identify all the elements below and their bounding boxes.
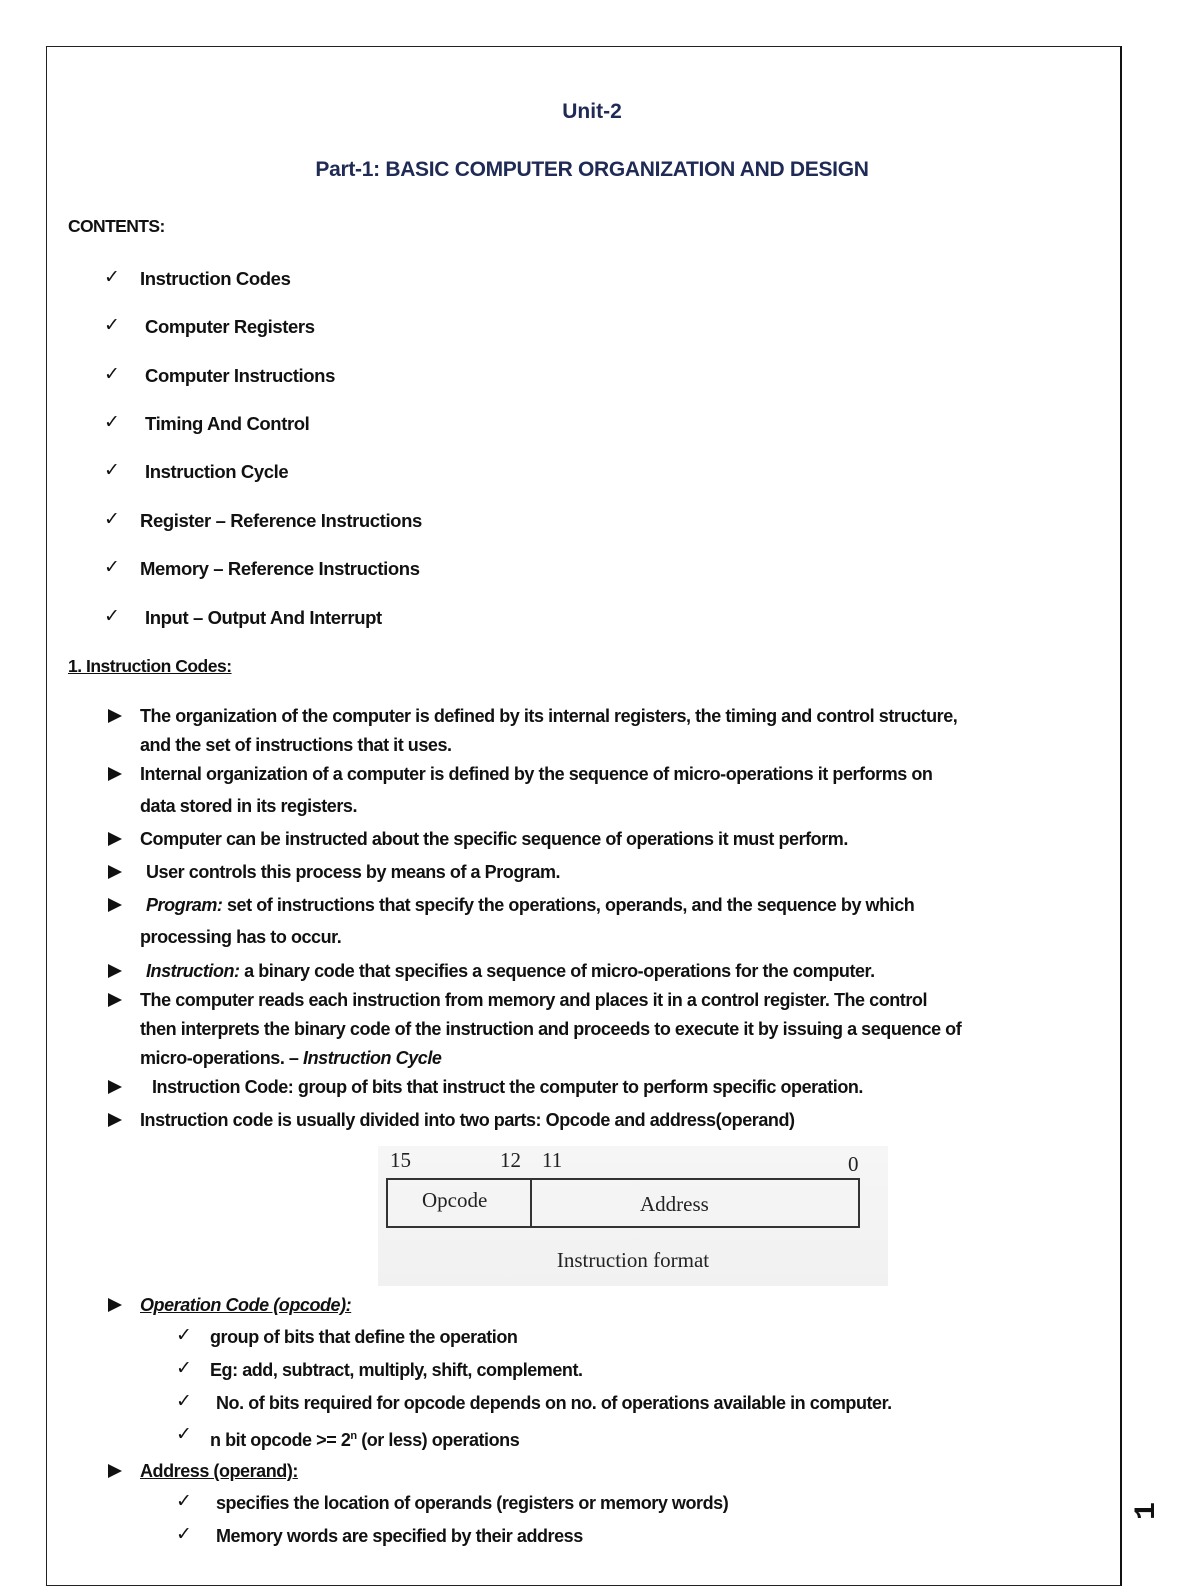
- unit-title: Unit-2: [562, 100, 622, 123]
- arrow-bullet-icon: [108, 898, 122, 912]
- bit-label-12: 12: [500, 1148, 521, 1172]
- check-icon: ✓: [104, 509, 120, 530]
- address-item: Memory words are specified by their address: [216, 1526, 583, 1546]
- check-icon: ✓: [104, 460, 120, 481]
- check-icon: ✓: [176, 1391, 192, 1412]
- contents-item: Input – Output And Interrupt: [145, 607, 382, 628]
- contents-item: Register – Reference Instructions: [140, 510, 422, 531]
- opcode-item: n bit opcode >= $2^n$ (or less) operations: [210, 1430, 520, 1450]
- bullet-text: Internal organization of a computer is defined by the sequence of micro-operations it performs on data stored in its registers.: [140, 764, 933, 816]
- opcode-item: group of bits that define the operation: [210, 1327, 518, 1347]
- check-icon: ✓: [104, 606, 120, 627]
- contents-item: Memory – Reference Instructions: [140, 558, 420, 579]
- bullet-text: Computer can be instructed about the specific sequence of operations it must perform.: [140, 829, 848, 849]
- section-heading: 1. Instruction Codes:: [68, 656, 232, 676]
- check-icon: ✓: [104, 267, 120, 288]
- opcode-heading: Operation Code (opcode):: [140, 1295, 352, 1315]
- address-field: Address: [640, 1192, 709, 1216]
- bit-label-11: 11: [542, 1148, 563, 1172]
- contents-item: Computer Registers: [145, 316, 315, 337]
- bullet-text: User controls this process by means of a Program.: [146, 862, 561, 882]
- bullet-text: Instruction: a binary code that specifies a sequence of micro-operations for the computer.: [146, 961, 875, 981]
- arrow-bullet-icon: [108, 1464, 122, 1478]
- check-icon: ✓: [176, 1358, 192, 1379]
- arrow-bullet-icon: [108, 865, 122, 879]
- instruction-format-figure: [378, 1146, 908, 1286]
- contents-item: Instruction Codes: [140, 268, 291, 289]
- check-icon: ✓: [104, 315, 120, 336]
- figure-caption: Instruction format: [556, 1248, 710, 1272]
- part-title: Part-1: BASIC COMPUTER ORGANIZATION AND DESIGN: [315, 158, 869, 181]
- arrow-bullet-icon: [108, 709, 122, 723]
- check-icon: ✓: [104, 557, 120, 578]
- bit-label-0: 0: [848, 1152, 859, 1176]
- check-icon: ✓: [176, 1524, 192, 1545]
- arrow-bullet-icon: [108, 1113, 122, 1127]
- bit-label-15: 15: [390, 1148, 411, 1172]
- arrow-bullet-icon: [108, 767, 122, 781]
- contents-label: CONTENTS:: [68, 216, 165, 236]
- bullet-text: Instruction Code: group of bits that instruct the computer to perform specific operation.: [152, 1077, 863, 1097]
- bullet-text: Instruction code is usually divided into two parts: Opcode and address(operand): [140, 1110, 795, 1130]
- check-icon: ✓: [104, 412, 120, 433]
- contents-item: Timing And Control: [145, 413, 310, 434]
- opcode-item: Eg: add, subtract, multiply, shift, complement.: [210, 1360, 583, 1380]
- check-icon: ✓: [176, 1491, 192, 1512]
- arrow-bullet-icon: [108, 832, 122, 846]
- check-icon: ✓: [104, 364, 120, 385]
- check-icon: ✓: [176, 1424, 192, 1445]
- page-number: 1: [1130, 1501, 1164, 1520]
- address-heading: Address (operand):: [140, 1461, 298, 1481]
- bullet-text: The computer reads each instruction from memory and places it in a control register. The control then interprets the binary code of the instruction and proceeds to execute it by issuing a sequence of micro-operations. – Instruction Cycle: [140, 990, 962, 1068]
- check-icon: ✓: [176, 1325, 192, 1346]
- field-divider: [530, 1178, 532, 1228]
- arrow-bullet-icon: [108, 993, 122, 1007]
- opcode-field: Opcode: [422, 1188, 488, 1212]
- contents-item: Computer Instructions: [145, 365, 335, 386]
- bullet-text: The organization of the computer is defined by its internal registers, the timing and control structure, and the set of instructions that it uses.: [140, 706, 958, 755]
- bullet-text: Program: set of instructions that specify the operations, operands, and the sequence by which processing has to occur.: [140, 895, 915, 947]
- arrow-bullet-icon: [108, 1298, 122, 1312]
- arrow-bullet-icon: [108, 1080, 122, 1094]
- arrow-bullet-icon: [108, 964, 122, 978]
- contents-item: Instruction Cycle: [145, 461, 289, 482]
- address-item: specifies the location of operands (registers or memory words): [216, 1493, 729, 1513]
- opcode-item: No. of bits required for opcode depends on no. of operations available in computer.: [216, 1393, 892, 1413]
